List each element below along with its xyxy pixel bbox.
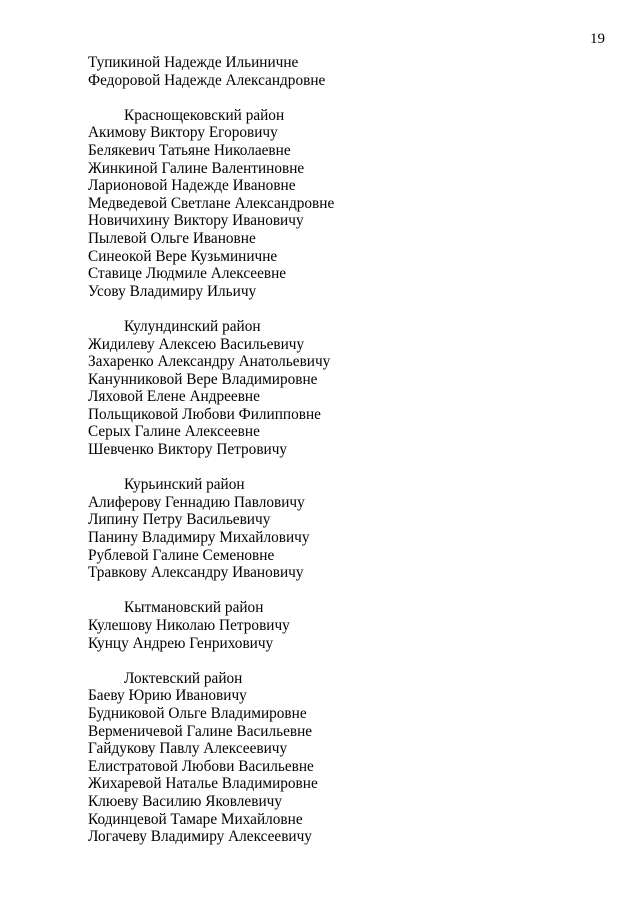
district-heading: Кулундинский район: [124, 317, 261, 335]
recipient-name: Ставице Людмиле Алексеевне: [88, 265, 287, 283]
recipient-name: Канунниковой Вере Владимировне: [88, 370, 318, 388]
recipient-name: Липину Петру Васильевичу: [88, 511, 271, 529]
recipient-name: Новичихину Виктору Ивановичу: [88, 212, 304, 230]
recipient-name: Захаренко Александру Анатольевичу: [88, 353, 331, 371]
intro-name-list: [88, 54, 334, 89]
document-body: [88, 54, 334, 846]
district-heading: Кытмановский район: [124, 599, 264, 617]
recipient-name: Шевченко Виктору Петровичу: [88, 441, 288, 459]
recipient-name: Гайдукову Павлу Алексеевичу: [88, 740, 288, 758]
recipient-name: Кунцу Андрею Генриховичу: [88, 634, 274, 652]
district-heading: Курьинский район: [124, 476, 245, 494]
recipient-name: Травкову Александру Ивановичу: [88, 564, 304, 582]
recipient-name: Жихаревой Наталье Владимировне: [88, 775, 318, 793]
recipient-name: Серых Галине Алексеевне: [88, 423, 260, 441]
recipient-name: Тупикиной Надежде Ильиничне: [88, 54, 299, 71]
recipient-name: Кодинцевой Тамаре Михайловне: [88, 810, 303, 828]
district-heading: Краснощековский район: [124, 106, 285, 124]
recipient-name: Белякевич Татьяне Николаевне: [88, 141, 291, 159]
district-section-krasnoshchekovsky: [88, 107, 334, 301]
recipient-name: Будниковой Ольге Владимировне: [88, 704, 307, 722]
recipient-name: Клюеву Василию Яковлевичу: [88, 792, 282, 810]
recipient-name: Елистратовой Любови Васильевне: [88, 757, 314, 775]
district-section-loktevsky: [88, 670, 334, 846]
recipient-name: Кулешову Николаю Петровичу: [88, 617, 290, 634]
recipient-name: Алиферову Геннадию Павловичу: [88, 493, 305, 511]
recipient-name: Пылевой Ольге Ивановне: [88, 229, 256, 247]
recipient-name: Акимову Виктору Егоровичу: [88, 124, 278, 142]
recipient-name: Жинкиной Галине Валентиновне: [88, 159, 305, 177]
district-section-kuryinsky: [88, 476, 334, 582]
recipient-name: Панину Владимиру Михайловичу: [88, 529, 310, 547]
recipient-name: Верменичевой Галине Васильевне: [88, 722, 313, 740]
recipient-name: Баеву Юрию Ивановичу: [88, 687, 247, 705]
recipient-name: Федоровой Надежде Александровне: [88, 71, 326, 89]
recipient-name: Ларионовой Надежде Ивановне: [88, 177, 296, 195]
recipient-name: Жидилеву Алексею Васильевичу: [88, 335, 305, 353]
district-section-kytmanovsky: [88, 599, 334, 652]
recipient-name: Польщиковой Любови Филипповне: [88, 405, 321, 423]
recipient-name: Логачеву Владимиру Алексеевичу: [88, 828, 312, 846]
page-number: 19: [590, 31, 605, 47]
district-heading: Локтевский район: [124, 669, 243, 687]
recipient-name: Рублевой Галине Семеновне: [88, 546, 275, 564]
recipient-name: Ляховой Елене Андреевне: [88, 388, 260, 406]
district-section-kulundinsky: [88, 318, 334, 459]
recipient-name: Медведевой Светлане Александровне: [88, 194, 335, 212]
recipient-name: Усову Владимиру Ильичу: [88, 282, 257, 300]
recipient-name: Синеокой Вере Кузьминичне: [88, 247, 278, 265]
